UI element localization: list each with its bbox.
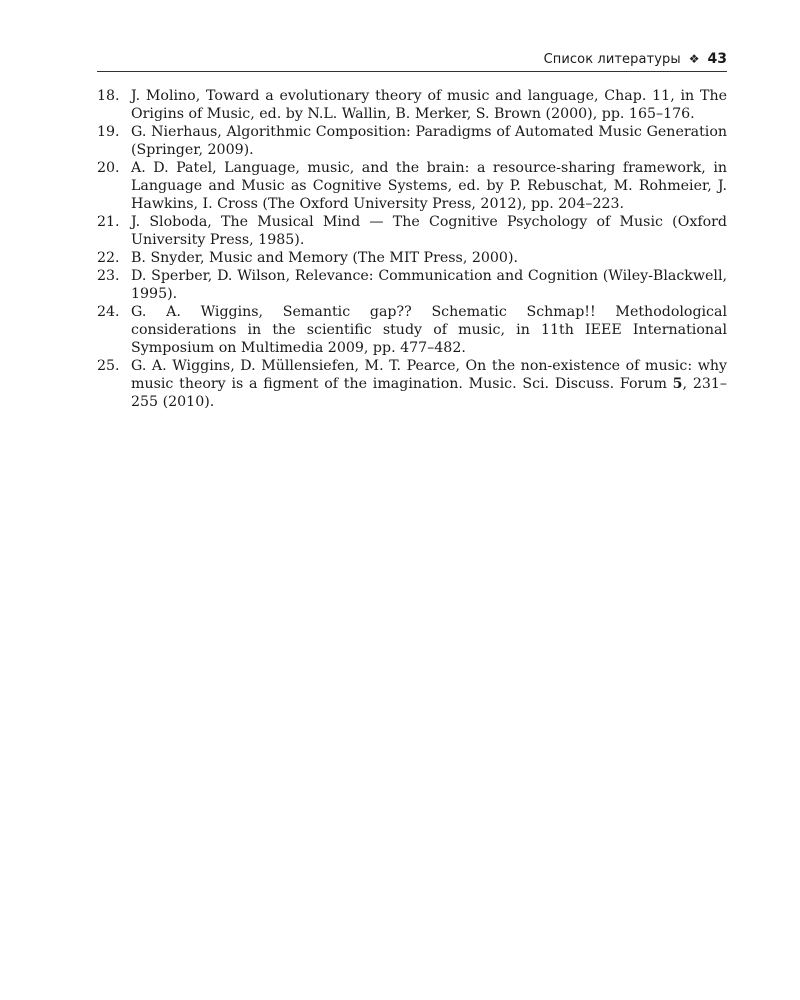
- reference-text: J. Molino, Toward a evolutionary theory of music and language, Chap. 11, in The Origins of Music, ed. by N.L. Wallin, B. Merker, S. Brown (2000), pp. 165–176.: [131, 88, 727, 122]
- reference-number: 22.: [97, 250, 120, 266]
- reference-item: [97, 159, 727, 213]
- reference-item: [97, 249, 727, 267]
- reference-item: [97, 357, 727, 411]
- reference-text: B. Snyder, Music and Memory (The MIT Press, 2000).: [131, 250, 518, 266]
- reference-list: [97, 87, 727, 411]
- reference-text: A. D. Patel, Language, music, and the brain: a resource-sharing framework, in Language and Music as Cognitive Systems, ed. by P. Rebuschat, M. Rohmeier, J. Hawkins, I. Cross (The Oxford University Press, 2012), pp. 204–223.: [131, 160, 727, 212]
- reference-text-end: , 231–255 (2010).: [131, 376, 727, 410]
- page: [97, 48, 727, 411]
- reference-text: G. A. Wiggins, Semantic gap?? Schematic Schmap!! Methodological considerations in the scientific study of music, in 11th IEEE International Symposium on Multimedia 2009, pp. 477–482.: [131, 304, 727, 356]
- reference-number: 19.: [97, 124, 120, 140]
- section-title: Список литературы: [543, 51, 681, 67]
- reference-number: 24.: [97, 304, 120, 320]
- reference-text: D. Sperber, D. Wilson, Relevance: Communication and Cognition (Wiley-Blackwell, 1995).: [131, 268, 727, 302]
- ornament-icon: ❖: [688, 52, 700, 66]
- reference-number: 18.: [97, 88, 120, 104]
- journal-volume: 5: [672, 376, 683, 392]
- reference-text: [131, 357, 727, 411]
- reference-number: 21.: [97, 214, 120, 230]
- reference-number: 25.: [97, 358, 120, 374]
- reference-number: 20.: [97, 160, 120, 176]
- reference-number: 23.: [97, 268, 120, 284]
- reference-item: [97, 303, 727, 357]
- reference-item: [97, 87, 727, 123]
- page-number: 43: [707, 51, 727, 67]
- reference-text: G. Nierhaus, Algorithmic Composition: Paradigms of Automated Music Generation (Springer, 2009).: [131, 124, 727, 158]
- reference-item: [97, 267, 727, 303]
- running-head: [97, 48, 727, 72]
- reference-text-main: G. A. Wiggins, D. Müllensiefen, M. T. Pearce, On the non-existence of music: why music theory is a figment of the imagination. Music. Sci. Discuss. Forum: [131, 358, 727, 392]
- reference-text: J. Sloboda, The Musical Mind — The Cognitive Psychology of Music (Oxford University Press, 1985).: [131, 214, 727, 248]
- reference-item: [97, 123, 727, 159]
- reference-item: [97, 213, 727, 249]
